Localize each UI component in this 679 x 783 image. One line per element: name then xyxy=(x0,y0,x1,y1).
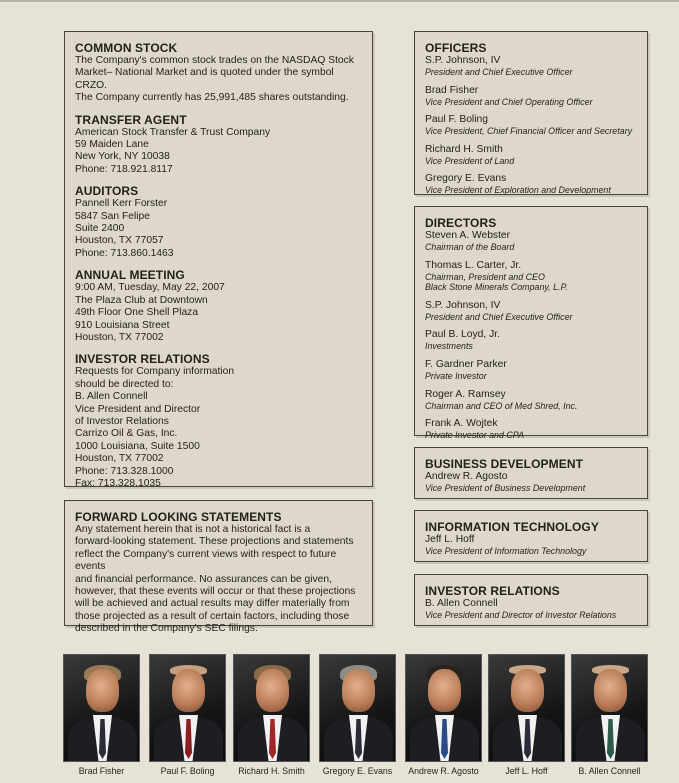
text-line: The Company's common stock trades on the NASDAQ Stock xyxy=(75,55,354,66)
common-stock-section xyxy=(75,41,362,105)
director-entry xyxy=(425,389,637,412)
text-line: Fax: 713.328.1035 xyxy=(75,477,161,489)
person-name: S.P. Johnson, IV xyxy=(425,299,501,311)
annual-meeting-section xyxy=(75,268,362,344)
text-line: Houston, TX 77057 xyxy=(75,235,164,247)
person-name: Brad Fisher xyxy=(425,84,479,96)
text-line: and financial performance. No assurances can be given, xyxy=(75,573,332,585)
text-line: Phone: 713.860.1463 xyxy=(75,247,174,259)
person-name: Frank A. Wojtek xyxy=(425,418,498,430)
forward-looking-box xyxy=(64,500,373,635)
text-line: 910 Louisiana Street xyxy=(75,319,170,331)
officer-entry xyxy=(425,114,637,137)
text-line: described in the Company's SEC filings. xyxy=(75,623,258,635)
top-rule xyxy=(0,0,679,2)
person-title: Chairman and CEO of Med Shred, Inc. xyxy=(425,400,578,411)
photo-caption: Jeff L. Hoff xyxy=(505,766,548,776)
investor-relations-box xyxy=(414,574,648,626)
photo-caption: B. Allen Connell xyxy=(578,766,641,776)
text-line: Phone: 713.328.1000 xyxy=(75,465,174,477)
officer-entry xyxy=(425,173,637,196)
investor-relations-section xyxy=(75,352,362,490)
text-line: Market– National Market and is quoted under the symbol CRZO. xyxy=(75,67,334,91)
director-entry xyxy=(425,329,637,352)
text-line: 5847 San Felipe xyxy=(75,210,150,222)
directors-box xyxy=(414,206,648,441)
text-line: Houston, TX 77002 xyxy=(75,453,164,465)
directors-heading: DIRECTORS xyxy=(425,216,497,230)
person-name: Paul F. Boling xyxy=(425,114,488,126)
person-title: President and Chief Executive Officer xyxy=(425,311,573,322)
text-line: Phone: 718.921.8117 xyxy=(75,163,173,175)
shareholder-info-box xyxy=(64,31,373,487)
portrait-photo xyxy=(319,654,396,762)
business-development-box xyxy=(414,447,648,499)
person-name: B. Allen Connell xyxy=(425,598,498,609)
person-name: F. Gardner Parker xyxy=(425,358,507,370)
text-line: 9:00 AM, Tuesday, May 22, 2007 xyxy=(75,282,225,294)
person-name: Thomas L. Carter, Jr. xyxy=(425,259,522,271)
person-name: Andrew R. Agosto xyxy=(425,471,508,482)
investor-relations-heading: INVESTOR RELATIONS xyxy=(75,352,210,367)
portrait-photo xyxy=(488,654,565,762)
person-title: Investments xyxy=(425,341,473,352)
person-title: Private Investor xyxy=(425,370,487,381)
person-title: Private Investor and CPA xyxy=(425,430,524,441)
officers-heading: OFFICERS xyxy=(425,41,487,55)
text-line: forward-looking statement. These projections and statements xyxy=(75,536,354,548)
officer-entry xyxy=(425,55,637,78)
person-title: Vice President of Business Development xyxy=(425,483,586,493)
common-stock-heading: COMMON STOCK xyxy=(75,41,178,55)
person-title: Vice President of Information Technology xyxy=(425,546,587,556)
business-development-heading: BUSINESS DEVELOPMENT xyxy=(425,457,584,471)
text-line: Pannell Kerr Forster xyxy=(75,198,168,210)
auditors-heading: AUDITORS xyxy=(75,184,139,199)
photo-caption: Richard H. Smith xyxy=(238,766,305,776)
person-title-line2: Black Stone Minerals Company, L.P. xyxy=(425,282,568,293)
person-title: President and Chief Executive Officer xyxy=(425,67,573,77)
text-line: Carrizo Oil & Gas, Inc. xyxy=(75,428,178,440)
person-name: Gregory E. Evans xyxy=(425,173,507,185)
photo-caption: Gregory E. Evans xyxy=(322,766,393,776)
person-title: Vice President of Land xyxy=(425,155,515,166)
person-name: Steven A. Webster xyxy=(425,230,511,241)
transfer-agent-heading: TRANSFER AGENT xyxy=(75,112,187,127)
text-line: American Stock Transfer & Trust Company xyxy=(75,126,271,138)
director-entry xyxy=(425,359,637,382)
text-line: B. Allen Connell xyxy=(75,391,148,403)
person-title: Vice President, Chief Financial Officer and Secretary xyxy=(425,126,633,137)
text-line: New York, NY 10038 xyxy=(75,151,170,163)
photo-caption: Brad Fisher xyxy=(78,766,125,776)
auditors-section xyxy=(75,184,362,260)
director-entry xyxy=(425,230,637,253)
text-line: Houston, TX 77002 xyxy=(75,331,164,343)
portrait-photo xyxy=(233,654,310,762)
information-technology-box xyxy=(414,510,648,562)
text-line: should be directed to: xyxy=(75,378,174,390)
portrait-photo xyxy=(405,654,482,762)
portrait-photo xyxy=(149,654,226,762)
transfer-agent-section xyxy=(75,113,362,177)
person-title: Vice President of Exploration and Development xyxy=(425,185,611,196)
officer-entry xyxy=(425,144,637,167)
director-entry xyxy=(425,418,637,441)
director-entry xyxy=(425,300,637,323)
text-line: 59 Maiden Lane xyxy=(75,139,149,151)
director-entry xyxy=(425,260,637,293)
text-line: Vice President and Director xyxy=(75,403,201,415)
annual-meeting-heading: ANNUAL MEETING xyxy=(75,268,185,283)
text-line: of Investor Relations xyxy=(75,415,169,427)
text-line: 1000 Louisiana, Suite 1500 xyxy=(75,440,200,452)
person-title: Chairman of the Board xyxy=(425,242,515,252)
information-technology-heading: INFORMATION TECHNOLOGY xyxy=(425,520,599,534)
photo-caption: Paul F. Boling xyxy=(160,766,215,776)
text-line: Suite 2400 xyxy=(75,223,125,235)
forward-looking-heading: FORWARD LOOKING STATEMENTS xyxy=(75,510,282,524)
text-line: reflect the Company's current views with respect to future events xyxy=(75,548,337,573)
photo-caption: Andrew R. Agosto xyxy=(408,766,479,776)
text-line: Requests for Company information xyxy=(75,366,235,378)
person-title: Chairman, President and CEO xyxy=(425,271,545,282)
text-line: 49th Floor One Shell Plaza xyxy=(75,307,199,319)
text-line: those projected as a result of certain factors, including those xyxy=(75,610,350,622)
officer-entry xyxy=(425,85,637,108)
person-name: Roger A. Ramsey xyxy=(425,388,506,400)
person-title: Vice President and Chief Operating Officer xyxy=(425,96,593,107)
text-line: Any statement herein that is not a historical fact is a xyxy=(75,524,311,535)
portrait-photo xyxy=(63,654,140,762)
portrait-photo xyxy=(571,654,648,762)
text-line: will be achieved and actual results may differ materially from xyxy=(75,598,350,610)
text-line: The Company currently has 25,991,485 shares outstanding. xyxy=(75,92,349,104)
person-name: Jeff L. Hoff xyxy=(425,534,475,545)
person-title: Vice President and Director of Investor Relations xyxy=(425,610,617,620)
person-name: Paul B. Loyd, Jr. xyxy=(425,329,500,341)
officers-box xyxy=(414,31,648,195)
person-name: S.P. Johnson, IV xyxy=(425,55,501,66)
text-line: The Plaza Club at Downtown xyxy=(75,294,208,306)
text-line: however, that these events will occur or that these projections xyxy=(75,586,356,598)
person-name: Richard H. Smith xyxy=(425,143,503,155)
investor-relations-right-heading: INVESTOR RELATIONS xyxy=(425,584,560,598)
